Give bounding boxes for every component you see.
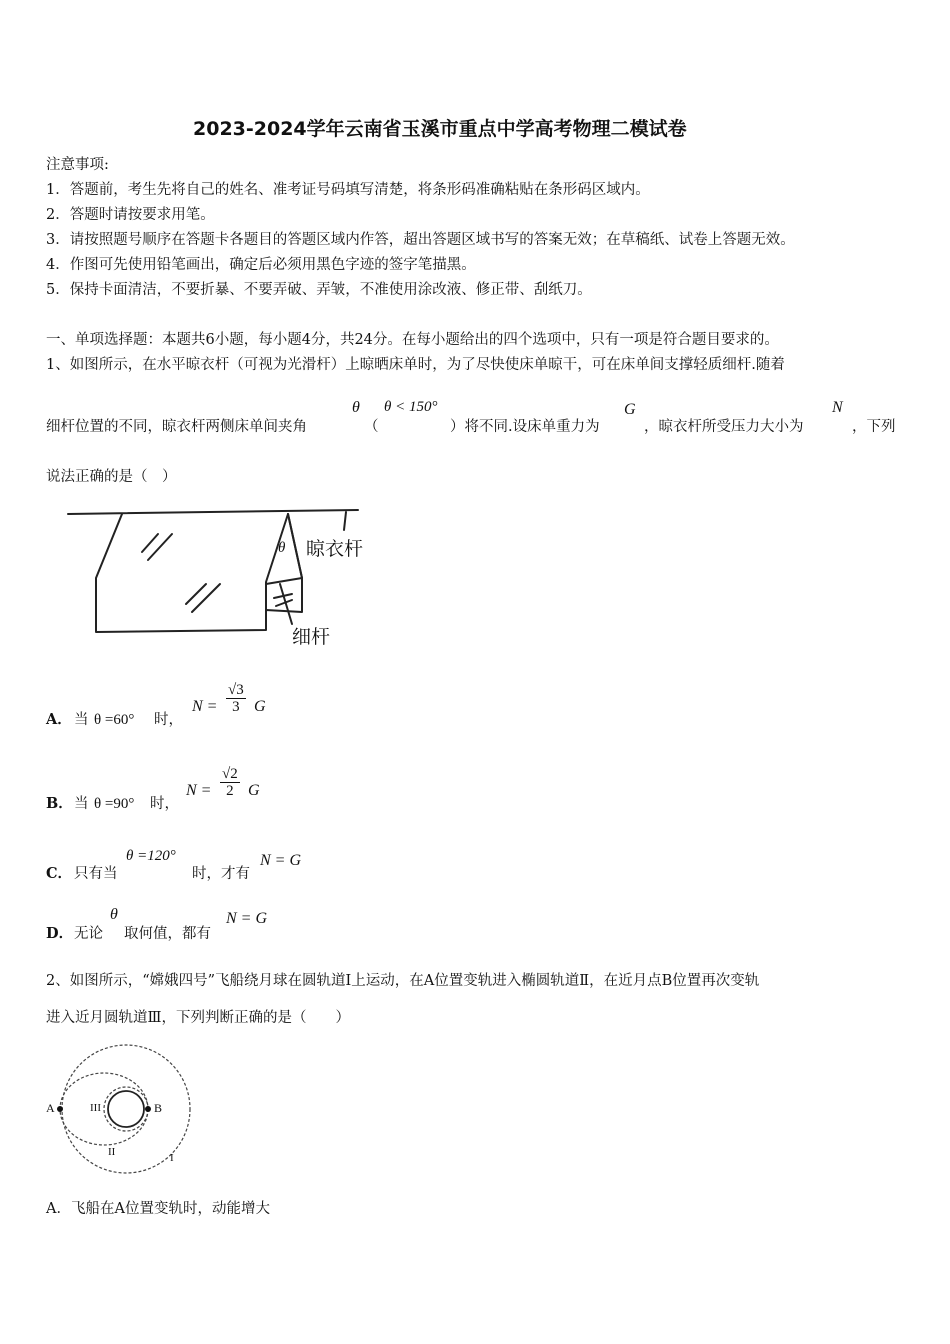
option-b-label: B． bbox=[46, 795, 73, 812]
q1-figure-rod-label: 晾衣杆 bbox=[306, 538, 364, 560]
point-a bbox=[57, 1106, 63, 1112]
option-c-expr: N = G bbox=[260, 852, 302, 869]
option-b-cond: θ =90° bbox=[94, 796, 135, 812]
option-c-label: C． bbox=[46, 865, 73, 882]
option-d-label: D． bbox=[46, 925, 74, 942]
q1-N: N bbox=[832, 399, 843, 416]
option-b-fraction bbox=[220, 766, 240, 799]
option-b-num: √2 bbox=[222, 766, 238, 782]
q2-option-a[interactable]: A．飞船在A位置变轨时，动能增大 bbox=[46, 1201, 270, 1217]
q2-label-A: A bbox=[46, 1101, 55, 1115]
notice-item-2: 2．答题时请按要求用笔。 bbox=[46, 207, 215, 223]
option-b-den: 2 bbox=[226, 783, 234, 799]
q1-option-c[interactable] bbox=[46, 846, 366, 886]
option-a-cond: θ =60° bbox=[94, 712, 135, 728]
q2-label-III: III bbox=[90, 1102, 101, 1114]
option-a-label: A． bbox=[46, 711, 72, 728]
option-d-cond: θ bbox=[110, 906, 118, 923]
notice-heading: 注意事项: bbox=[46, 157, 109, 173]
option-c-pre: 只有当 bbox=[74, 866, 118, 882]
option-a-pre: 当 bbox=[74, 712, 89, 728]
option-b-mid: 时， bbox=[150, 796, 179, 812]
q2-line2: 进入近月圆轨道Ⅲ，下列判断正确的是（ ） bbox=[46, 1010, 350, 1026]
option-b-lhs: N = bbox=[186, 782, 212, 799]
option-d-expr: N = G bbox=[226, 910, 268, 927]
section-heading: 一、单项选择题：本题共6小题，每小题4分，共24分。在每小题给出的四个选项中，只有一项是符合题目要求的。 bbox=[46, 332, 779, 348]
option-a-num: √3 bbox=[228, 682, 244, 698]
page-title: 2023-2024学年云南省玉溪市重点中学高考物理二模试卷 bbox=[193, 118, 687, 140]
notice-item-4: 4．作图可先使用铅笔画出，确定后必须用黑色字迹的签字笔描黑。 bbox=[46, 257, 476, 273]
q2-label-B: B bbox=[154, 1101, 163, 1115]
q1-G: G bbox=[624, 401, 636, 418]
option-a-lhs: N = bbox=[192, 698, 218, 715]
option-d-mid: 取何值，都有 bbox=[124, 926, 211, 942]
q2-label-I: I bbox=[170, 1152, 174, 1164]
q1-line2-text-d: ，下列 bbox=[852, 419, 896, 435]
option-a-rhs: G bbox=[254, 698, 266, 715]
q1-theta: θ bbox=[352, 399, 360, 416]
q1-option-b[interactable] bbox=[46, 764, 346, 820]
notice-item-1: 1．答题前，考生先将自己的姓名、准考证号码填写清楚，将条形码准确粘贴在条形码区域内。 bbox=[46, 182, 650, 198]
q1-figure-theta: θ bbox=[278, 540, 286, 556]
option-a-mid: 时， bbox=[154, 712, 183, 728]
q1-figure-stick-label: 细杆 bbox=[292, 626, 331, 648]
q1-paren: （ bbox=[364, 419, 379, 435]
q1-line2-text-c: ，晾衣杆所受压力大小为 bbox=[644, 419, 804, 435]
q2-figure bbox=[44, 1040, 194, 1180]
q2-label-II: II bbox=[108, 1146, 116, 1158]
notice-item-5: 5．保持卡面清洁，不要折暴、不要弄破、弄皱，不准使用涂改液、修正带、刮纸刀。 bbox=[46, 282, 592, 298]
option-a-fraction bbox=[226, 682, 246, 715]
point-b bbox=[145, 1106, 151, 1112]
option-b-rhs: G bbox=[248, 782, 260, 799]
notice-item-3: 3．请按照题号顺序在答题卡各题目的答题区域内作答，超出答题区域书写的答案无效；在草稿纸、试卷上答题无效。 bbox=[46, 232, 795, 248]
q1-line1: 1、如图所示，在水平晾衣杆（可视为光滑杆）上晾晒床单时，为了尽快使床单晾干，可在床单间支撑轻质细杆.随着 bbox=[46, 357, 785, 373]
option-c-cond: θ =120° bbox=[126, 848, 176, 864]
option-a-den: 3 bbox=[232, 699, 240, 715]
q1-figure bbox=[60, 500, 390, 650]
option-d-pre: 无论 bbox=[74, 926, 103, 942]
q1-option-a[interactable] bbox=[46, 680, 346, 736]
q1-figure-svg bbox=[60, 500, 390, 650]
q2-line1: 2、如图所示，“嫦娥四号”飞船绕月球在圆轨道Ⅰ上运动，在A位置变轨进入椭圆轨道Ⅱ，在近月点B位置再次变轨 bbox=[46, 973, 760, 989]
q1-line2-text-b: ）将不同.设床单重力为 bbox=[450, 419, 600, 435]
q1-line3: 说法正确的是（ ） bbox=[46, 469, 177, 485]
q1-line2-text-a: 细杆位置的不同，晾衣杆两侧床单间夹角 bbox=[46, 419, 307, 435]
q1-condition: θ < 150° bbox=[384, 399, 438, 415]
option-c-mid: 时，才有 bbox=[192, 866, 250, 882]
q1-option-d[interactable] bbox=[46, 904, 366, 944]
option-b-pre: 当 bbox=[74, 796, 89, 812]
